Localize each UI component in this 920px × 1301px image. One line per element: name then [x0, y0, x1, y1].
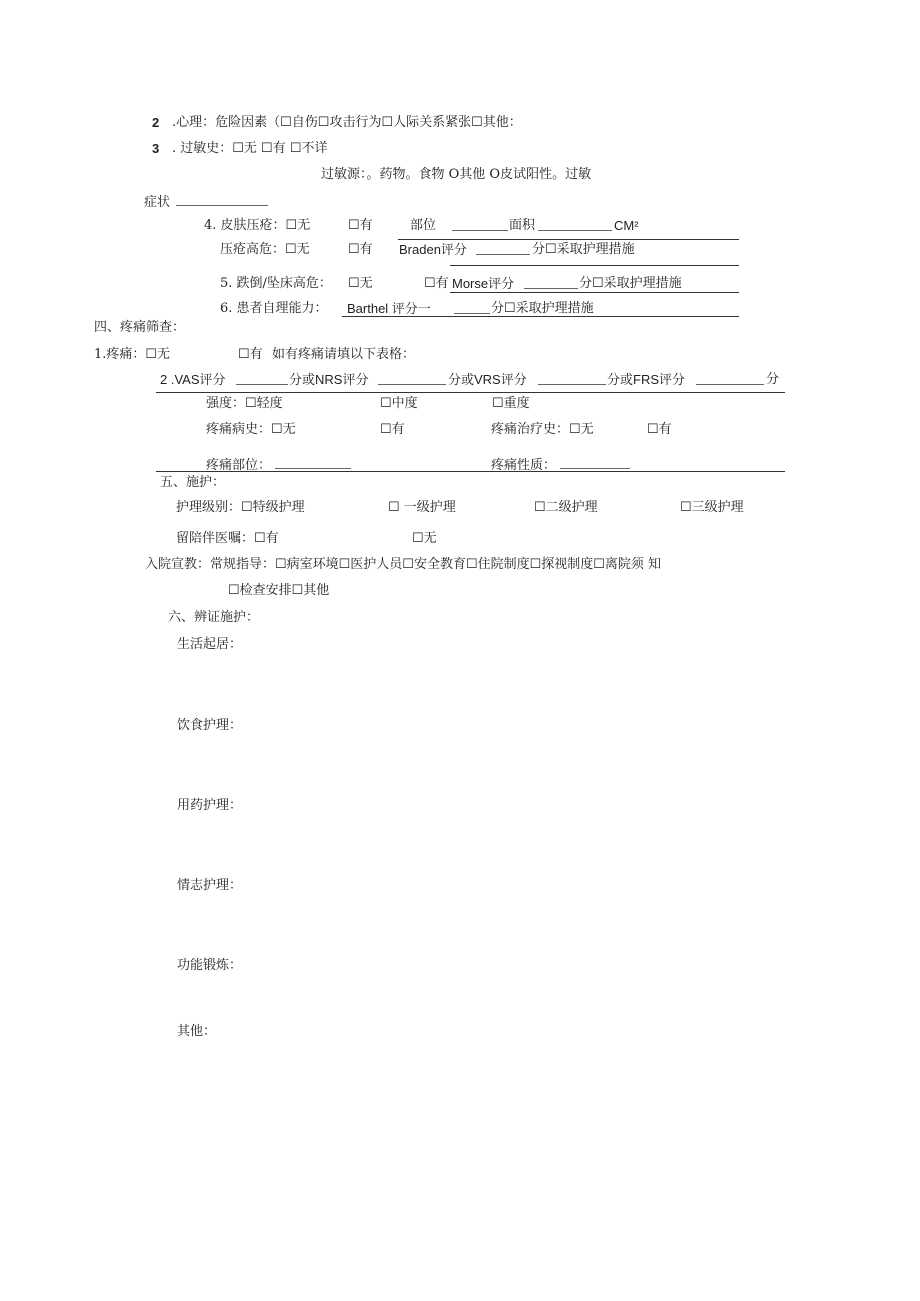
escort-order-no[interactable]: ☐无	[412, 531, 437, 546]
vrs-score-label: 分或VRS评分	[448, 372, 527, 387]
psychology-risk-line: .心理：危险因素（☐自伤☐攻击行为☐人际关系紧张☐其他：	[172, 115, 522, 130]
admission-education-line[interactable]: 入院宣教：常规指导：☐病室环境☐医护人员☐安全教育☐住院制度☐探视制度☐离院须 知	[145, 557, 662, 572]
diet-care-label: 饮食护理：	[177, 718, 243, 733]
rule-line	[398, 239, 739, 240]
pain-intensity-mild[interactable]: 强度：☐轻度	[206, 396, 283, 411]
nursing-level-special[interactable]: 护理级别：☐特级护理	[176, 500, 305, 515]
braden-score-label: Braden评分	[399, 242, 467, 257]
pain-nature-blank[interactable]	[560, 456, 630, 469]
frs-score-label: 分或FRS评分	[607, 372, 686, 387]
morse-score-blank[interactable]	[524, 276, 578, 289]
pain-screening-heading: 四、疼痛筛查：	[94, 320, 186, 335]
allergy-history-line: . 过敏史：☐无 ☐有 ☐不详	[172, 141, 328, 156]
morse-measure[interactable]: 分☐采取护理措施	[579, 276, 682, 291]
symptom-blank[interactable]	[176, 193, 268, 206]
pressure-ulcer-yes[interactable]: ☐有	[348, 218, 373, 233]
pain-site-blank[interactable]	[275, 456, 351, 469]
pain-label: 1.疼痛：☐无	[94, 347, 171, 362]
nursing-level-2[interactable]: ☐二级护理	[534, 500, 598, 515]
care-heading: 五、施护：	[160, 475, 226, 490]
pressure-ulcer-area-label: 面积	[509, 218, 536, 233]
pressure-ulcer-site-label: 部位	[410, 218, 437, 233]
item-number-3: 3	[152, 141, 160, 156]
function-exercise-label: 功能锻炼：	[177, 958, 243, 973]
barthel-score-label: Barthel 评分一	[347, 301, 431, 316]
item-number-2: 2	[152, 115, 160, 130]
admission-education-line-2[interactable]: ☐检查安排☐其他	[228, 583, 330, 598]
nrs-score-blank[interactable]	[378, 372, 446, 385]
nursing-level-3[interactable]: ☐三级护理	[680, 500, 744, 515]
vas-score-label: 2 .VAS评分	[160, 372, 226, 387]
pain-site-label: 疼痛部位：	[206, 456, 351, 474]
pain-form-note: 如有疼痛请填以下表格：	[272, 347, 416, 362]
emotion-care-label: 情志护理：	[177, 878, 243, 893]
braden-measure[interactable]: 分☐采取护理措施	[532, 242, 635, 257]
other-care-label: 其他：	[177, 1024, 217, 1039]
allergy-symptom-label: 症状	[144, 193, 268, 211]
nrs-score-label: 分或NRS评分	[289, 372, 369, 387]
fall-risk-no[interactable]: ☐无	[348, 276, 373, 291]
pressure-ulcer-site-blank[interactable]	[452, 218, 508, 231]
frs-score-blank[interactable]	[696, 372, 764, 385]
escort-order-yes[interactable]: 留陪伴医嘱：☐有	[176, 531, 279, 546]
self-care-label: 6. 患者自理能力：	[220, 301, 328, 316]
pressure-risk-yes[interactable]: ☐有	[348, 242, 373, 257]
pain-intensity-severe[interactable]: ☐重度	[492, 396, 530, 411]
pressure-ulcer-area-blank[interactable]	[538, 218, 612, 231]
rule-line	[450, 265, 739, 266]
morse-score-label: Morse评分	[452, 276, 515, 291]
syndrome-care-heading: 六、辨证施护：	[168, 610, 260, 625]
nursing-level-1[interactable]: ☐ 一级护理	[388, 500, 456, 515]
vrs-score-blank[interactable]	[538, 372, 606, 385]
living-care-label: 生活起居：	[177, 637, 243, 652]
pain-history-yes[interactable]: ☐有	[380, 422, 405, 437]
medication-care-label: 用药护理：	[177, 798, 243, 813]
fall-risk-label: 5. 跌倒/坠床高危：	[220, 276, 332, 291]
pressure-ulcer-unit: CM²	[614, 218, 639, 233]
table-bottom-line	[156, 471, 785, 472]
pain-history-no[interactable]: 疼痛病史：☐无	[206, 422, 296, 437]
barthel-measure[interactable]: 分☐采取护理措施	[491, 301, 594, 316]
pain-nature-label: 疼痛性质：	[491, 456, 630, 474]
pain-treatment-no[interactable]: 疼痛治疗史：☐无	[491, 422, 594, 437]
braden-score-blank[interactable]	[476, 242, 530, 255]
pain-treatment-yes[interactable]: ☐有	[647, 422, 672, 437]
table-top-line	[156, 392, 785, 393]
rule-line	[342, 316, 739, 317]
allergen-line: 过敏源：。药物。食物 O其他 O皮试阳性。过敏	[321, 167, 592, 182]
pressure-ulcer-label: 4. 皮肤压疮：☐无	[204, 218, 311, 233]
barthel-score-blank[interactable]	[454, 301, 490, 314]
rule-line	[450, 292, 739, 293]
pain-intensity-moderate[interactable]: ☐中度	[380, 396, 418, 411]
vas-score-blank[interactable]	[236, 372, 288, 385]
pain-yes[interactable]: ☐有	[238, 347, 263, 362]
fall-risk-yes[interactable]: ☐有	[424, 276, 449, 291]
pressure-risk-label: 压疮高危：☐无	[220, 242, 310, 257]
frs-score-unit: 分	[766, 372, 780, 387]
